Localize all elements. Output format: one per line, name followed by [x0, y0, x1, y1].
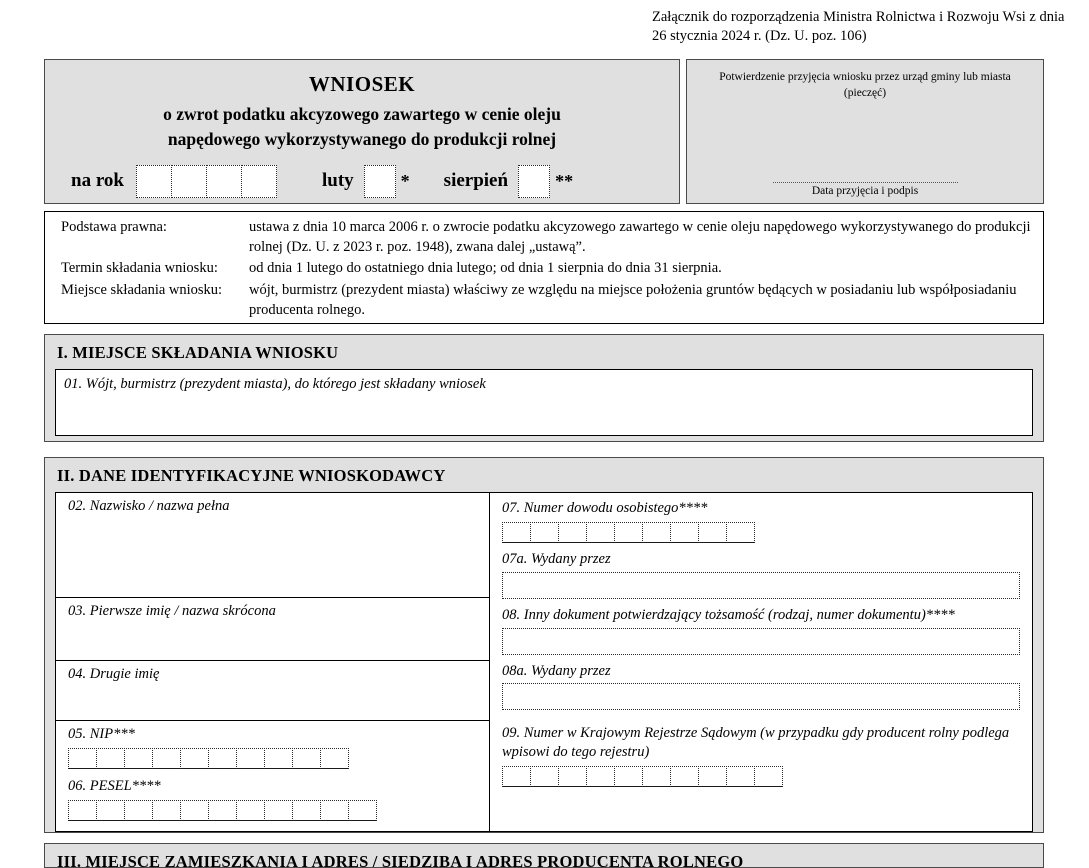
field-03-label: 03. Pierwsze imię / nazwa skrócona: [68, 603, 276, 619]
krs-box[interactable]: [502, 766, 531, 787]
stamp-signature-area: [687, 182, 1043, 197]
legal-basis-box: [44, 211, 1044, 324]
pesel-box[interactable]: [264, 800, 293, 821]
nip-box[interactable]: [180, 748, 209, 769]
legal-basis-label: Podstawa prawna:: [61, 219, 167, 235]
field-07-id-boxes[interactable]: [502, 522, 1020, 543]
id-number-box[interactable]: [502, 522, 531, 543]
field-08-input[interactable]: [502, 628, 1020, 655]
krs-box[interactable]: [642, 766, 671, 787]
submission-place-value: wójt, burmistrz (prezydent miasta) właściwy ze względu na miejsce położenia gruntów będących w posiadaniu lub współposiadaniu producenta rolnego.: [249, 282, 1017, 318]
section-3-address: [44, 843, 1044, 868]
submission-deadline-value: od dnia 1 lutego do ostatniego dnia lutego; od dnia 1 sierpnia do dnia 31 sierpnia.: [249, 260, 722, 277]
signature-caption: Data przyjęcia i podpis: [811, 185, 919, 197]
nip-box[interactable]: [236, 748, 265, 769]
nip-box[interactable]: [152, 748, 181, 769]
month-august-checkbox[interactable]: [518, 165, 549, 198]
nip-box[interactable]: [124, 748, 153, 769]
krs-box[interactable]: [670, 766, 699, 787]
august-box[interactable]: [518, 165, 550, 198]
section-2-grid: [55, 492, 1033, 832]
krs-box[interactable]: [558, 766, 587, 787]
id-number-box[interactable]: [614, 522, 643, 543]
field-09-group: [502, 724, 1020, 787]
section-2-left-column: [56, 493, 490, 831]
field-06-label: 06. PESEL****: [68, 777, 161, 794]
field-08-group: [502, 606, 1020, 655]
field-02-input[interactable]: [56, 493, 489, 598]
section-3-title: III. MIEJSCE ZAMIESZKANIA I ADRES / SIEDZIBA I ADRES PRODUCENTA ROLNEGO: [57, 852, 744, 868]
field-07a-input[interactable]: [502, 572, 1020, 599]
stamp-instruction-text: [687, 60, 1043, 101]
nip-box[interactable]: [320, 748, 349, 769]
nip-box[interactable]: [96, 748, 125, 769]
pesel-box[interactable]: [320, 800, 349, 821]
regulation-reference-note: Załącznik do rozporządzenia Ministra Rolnictwa i Rozwoju Wsi z dnia 26 stycznia 2024 r. (Dz. U. poz. 106): [652, 9, 1065, 45]
field-04-input[interactable]: [56, 661, 489, 721]
month-august-label: sierpień: [443, 170, 509, 191]
krs-box[interactable]: [614, 766, 643, 787]
year-box-2[interactable]: [171, 165, 207, 198]
nip-box[interactable]: [68, 748, 97, 769]
stamp-instruction-line-1: Potwierdzenie przyjęcia wniosku przez urząd gminy lub miasta: [719, 71, 1011, 83]
field-04-label: 04. Drugie imię: [68, 666, 160, 682]
section-2-applicant-identification: [44, 457, 1044, 833]
form-title-line-2: o zwrot podatku akcyzowego zawartego w cenie oleju: [163, 104, 561, 124]
form-title-line-1: WNIOSEK: [308, 72, 416, 96]
legal-row: [61, 259, 1035, 279]
section-1-title: I. MIEJSCE SKŁADANIA WNIOSKU: [57, 343, 339, 362]
pesel-box[interactable]: [292, 800, 321, 821]
id-number-box[interactable]: [586, 522, 615, 543]
id-number-box[interactable]: [530, 522, 559, 543]
field-01-input[interactable]: [55, 369, 1033, 436]
id-number-box[interactable]: [670, 522, 699, 543]
submission-place-label: Miejsce składania wniosku:: [61, 282, 223, 299]
field-07a-group: [502, 550, 1020, 599]
id-number-box[interactable]: [698, 522, 727, 543]
form-title-text: [45, 60, 679, 150]
august-footnote-marker: **: [555, 170, 574, 191]
nip-box[interactable]: [208, 748, 237, 769]
field-08a-input[interactable]: [502, 683, 1020, 710]
year-label: na rok: [71, 170, 124, 191]
year-box-3[interactable]: [206, 165, 242, 198]
february-footnote-marker: *: [400, 170, 410, 191]
year-box-1[interactable]: [136, 165, 172, 198]
year-and-month-row: [45, 160, 679, 202]
pesel-box[interactable]: [208, 800, 237, 821]
pesel-box[interactable]: [180, 800, 209, 821]
krs-box[interactable]: [530, 766, 559, 787]
field-09-label: 09. Numer w Krajowym Rejestrze Sądowym (w przypadku gdy producent rolny podlega wpisowi do tego rejestru): [502, 725, 1010, 761]
pesel-box[interactable]: [96, 800, 125, 821]
field-02-label: 02. Nazwisko / nazwa pełna: [68, 498, 230, 514]
krs-box[interactable]: [726, 766, 755, 787]
field-05-label: 05. NIP***: [68, 726, 135, 742]
nip-box[interactable]: [292, 748, 321, 769]
field-08a-group: [502, 662, 1020, 711]
legal-row: [61, 281, 1035, 320]
field-07-label: 07. Numer dowodu osobistego****: [502, 500, 708, 516]
form-title-line-3: napędowego wykorzystywanego do produkcji rolnej: [167, 129, 557, 149]
february-box[interactable]: [364, 165, 396, 198]
pesel-box[interactable]: [152, 800, 181, 821]
submission-deadline-label: Termin składania wniosku:: [61, 260, 218, 277]
field-08-label: 08. Inny dokument potwierdzający tożsamość (rodzaj, numer dokumentu)****: [502, 606, 955, 623]
id-number-box[interactable]: [642, 522, 671, 543]
section-2-title: II. DANE IDENTYFIKACYJNE WNIOSKODAWCY: [57, 466, 446, 485]
month-february-checkbox[interactable]: [364, 165, 395, 198]
field-07-group: [502, 499, 1020, 543]
krs-box[interactable]: [586, 766, 615, 787]
field-05-06-group: [56, 721, 489, 833]
field-09-krs-boxes[interactable]: [502, 766, 1020, 787]
field-01-label: 01. Wójt, burmistrz (prezydent miasta), do którego jest składany wniosek: [64, 376, 486, 392]
legal-basis-value: ustawa z dnia 10 marca 2006 r. o zwrocie podatku akcyzowego zawartego w cenie oleju napędowego wykorzystywanego do produkcji rolnej (Dz. U. z 2023 r. poz. 1948), zwana dalej „ustawą”.: [249, 219, 1031, 255]
krs-box[interactable]: [754, 766, 783, 787]
form-title-block: [44, 59, 680, 204]
field-05-nip-boxes[interactable]: [68, 748, 489, 769]
signature-dotted-line: [773, 182, 958, 183]
pesel-box[interactable]: [348, 800, 377, 821]
nip-box[interactable]: [264, 748, 293, 769]
month-february-label: luty: [321, 170, 354, 191]
field-06-pesel-boxes[interactable]: [68, 800, 489, 821]
year-input-boxes[interactable]: [136, 165, 276, 198]
year-box-4[interactable]: [241, 165, 277, 198]
id-number-box[interactable]: [558, 522, 587, 543]
field-07a-label: 07a. Wydany przez: [502, 550, 611, 567]
section-2-right-column: [490, 493, 1032, 831]
krs-box[interactable]: [698, 766, 727, 787]
pesel-box[interactable]: [124, 800, 153, 821]
pesel-box[interactable]: [236, 800, 265, 821]
pesel-box[interactable]: [68, 800, 97, 821]
stamp-instruction-line-2: (pieczęć): [843, 86, 887, 99]
office-stamp-block: [686, 59, 1044, 204]
id-number-box[interactable]: [726, 522, 755, 543]
field-03-input[interactable]: [56, 598, 489, 661]
field-08a-label: 08a. Wydany przez: [502, 662, 611, 679]
legal-row: [61, 218, 1035, 257]
section-1-submission-place: [44, 334, 1044, 442]
